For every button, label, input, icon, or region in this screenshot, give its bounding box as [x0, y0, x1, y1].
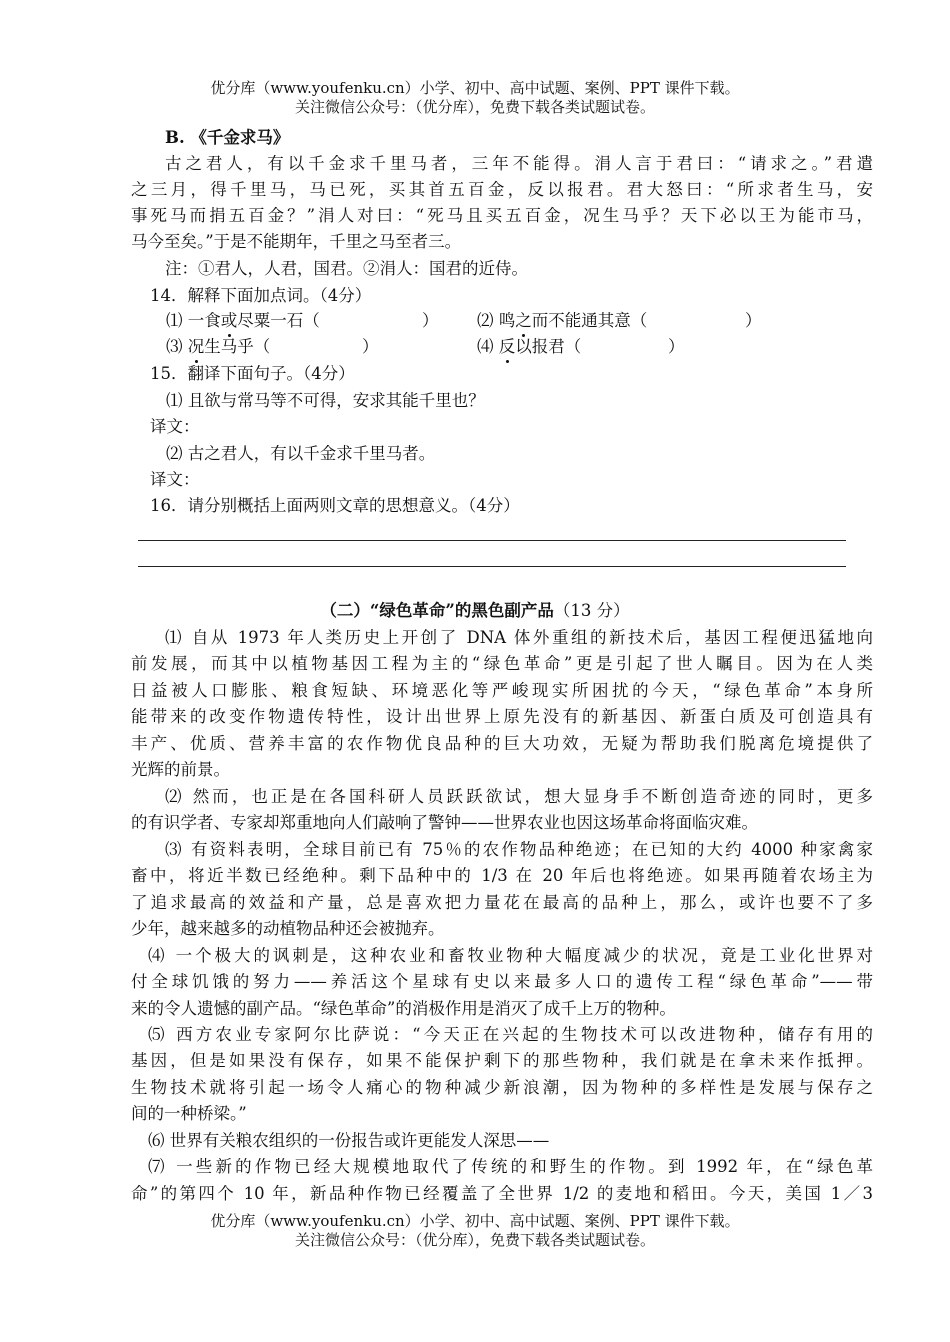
p5-line-2: 基因，但是如果没有保存，如果不能保护剩下的那些物种，我们就是在拿未来作抵押。 — [131, 1051, 873, 1070]
section-2-title — [0, 600, 950, 622]
p5-line-1: ⑸ 西方农业专家阿尔比萨说：“今天正在兴起的生物技术可以改进物种，储存有用的 — [148, 1025, 873, 1044]
q14-item-2-post: 而不能通其意（ — [531, 311, 648, 330]
q14-item-1 — [166, 310, 320, 332]
q14-item-3-pre: ⑶ — [166, 337, 188, 356]
p1-line-5: 丰产、优质、营养丰富的农作物优良品种的巨大功效，无疑为帮助我们脱离危境提供了 — [131, 734, 873, 753]
q14-item-3-close: ） — [362, 337, 379, 356]
passage-b-line-2: 之三月，得千里马，马已死，买其首五百金，反以报君。君大怒曰：“所求者生马，安 — [131, 180, 873, 199]
p6-line-1: ⑹ 世界有关粮农组织的一份报告或许更能发人深思—— — [148, 1131, 550, 1150]
p2-line-2: 的有识学者、专家却郑重地向人们敲响了警钟——世界农业也因这场革命将面临灾难。 — [131, 813, 758, 832]
q14-item-4 — [477, 336, 581, 358]
p7-line-1: ⑺ 一些新的作物已经大规模地取代了传统的和野生的作物。到 1992 年，在“绿色革 — [148, 1157, 873, 1176]
q15-translation-label-1: 译文： — [150, 417, 200, 436]
passage-b-line-4: 马今至矣。”于是不能期年，千里之马至者三。 — [131, 232, 462, 251]
p2-line-1: ⑵ 然而，也正是在各国科研人员跃跃欲试，想大显身手不断创造奇迹的同时，更多 — [165, 787, 873, 806]
p5-line-4: 间的一种桥梁。” — [131, 1104, 247, 1123]
passage-b-line-3: 事死马而捐五百金？”涓人对曰：“死马且买五百金，况生马乎？天下必以王为能市马， — [131, 206, 873, 225]
p1-line-2: 前发展，而其中以植物基因工程为主的“绿色革命”更是引起了世人瞩目。因为在人类 — [131, 654, 873, 673]
q14-item-2-dotted-word: 之 — [515, 311, 532, 330]
header-line-2: 关注微信公众号：（优分库），免费下载各类试题试卷。 — [294, 98, 655, 116]
q14-item-4-post: 以报君（ — [515, 337, 582, 356]
section-2-score: （13 分） — [553, 601, 630, 620]
p7-line-2: 命”的第四个 10 年，新品种作物已经覆盖了全世界 1/2 的麦地和稻田。今天，美国 1／3 — [131, 1184, 873, 1203]
footer-line-2: 关注微信公众号：（优分库），免费下载各类试题试卷。 — [294, 1231, 655, 1249]
p1-line-1: ⑴ 自从 1973 年人类历史上开创了 DNA 体外重组的新技术后，基因工程便迅猛地向 — [165, 628, 873, 647]
q15-sentence-2: ⑵ 古之君人，有以千金求千里马者。 — [166, 444, 436, 463]
q14-item-3-post: 生马乎（ — [204, 337, 271, 356]
q14-item-2 — [477, 310, 647, 332]
p1-line-4: 能带来的改变作物遗传特性，设计出世界上原先没有的新基因、新蛋白质及可创造具有 — [131, 707, 873, 726]
p1-line-6: 光辉的前景。 — [131, 760, 230, 779]
q14-item-4-pre: ⑷ — [477, 337, 499, 356]
q14-item-3 — [166, 336, 270, 358]
passage-b-title: B. 《千金求马》 — [165, 128, 290, 147]
p3-line-1: ⑶ 有资料表明，全球目前已有 75％的农作物品种绝迹；在已知的大约 4000 种家禽家 — [165, 840, 873, 859]
p4-line-2: 付全球饥饿的努力——养活这个星球有史以来最多人口的遗传工程“绿色革命”——带 — [131, 972, 873, 991]
q15-translation-label-2: 译文： — [150, 470, 200, 489]
p3-line-3: 了追求最高的效益和产量，总是喜欢把力量花在最高的品种上，那么，或许也要不了多 — [131, 893, 873, 912]
p4-line-1: ⑷ 一个极大的讽刺是，这种农业和畜牧业物种大幅度减少的状况，竟是工业化世界对 — [148, 946, 873, 965]
q14-item-4-close: ） — [668, 337, 685, 356]
q14-item-2-close: ） — [745, 311, 762, 330]
q14-item-4-dotted-word: 反 — [498, 337, 516, 356]
q16-stem: 16．请分别概括上面两则文章的思想意义。（4分） — [150, 496, 520, 515]
q14-item-2-pre: ⑵ 鸣 — [477, 311, 516, 330]
p3-line-4: 少年，越来越多的动植物品种还会被抛弃。 — [131, 919, 445, 938]
passage-b-note: 注：①君人，人君，国君。②涓人：国君的近侍。 — [165, 259, 528, 278]
passage-b-line-1: 古之君人，有以千金求千里马者，三年不能得。涓人言于君曰：“请求之。”君遣 — [165, 154, 873, 173]
q14-item-3-dotted-word: 况 — [187, 337, 205, 356]
p5-line-3: 生物技术就将引起一场令人痛心的物种减少新浪潮，因为物种的多样性是发展与保存之 — [131, 1078, 873, 1097]
p4-line-3: 来的令人遗憾的副产品。“绿色革命”的消极作用是消灭了成千上万的物种。 — [131, 999, 676, 1018]
q14-stem: 14．解释下面加点词。（4分） — [150, 286, 372, 305]
q14-item-1-close: ） — [422, 311, 439, 330]
section-2-title-text: （二）“绿色革命”的黑色副产品 — [320, 601, 554, 620]
p3-line-2: 畜中，将近半数已经绝种。剩下品种中的 1/3 在 20 年后也将绝迹。如果再随着农场主为 — [131, 866, 873, 885]
header-line-1: 优分库（www.youfenku.cn）小学、初中、高中试题、案例、PPT 课件下载。 — [210, 79, 740, 97]
footer-line-1: 优分库（www.youfenku.cn）小学、初中、高中试题、案例、PPT 课件下载。 — [210, 1212, 740, 1230]
q14-item-1-post: 尽粟一石（ — [237, 311, 320, 330]
q14-item-1-pre: ⑴ 一食 — [166, 311, 221, 330]
answer-line-1 — [138, 540, 846, 541]
answer-line-2 — [138, 566, 846, 567]
q15-stem: 15．翻译下面句子。（4分） — [150, 364, 355, 383]
p1-line-3: 日益被人口膨胀、粮食短缺、环境恶化等严峻现实所困扰的今天，“绿色革命”本身所 — [131, 681, 873, 700]
q14-item-1-dotted-word: 或 — [220, 311, 238, 330]
q15-sentence-1: ⑴ 且欲与常马等不可得，安求其能千里也？ — [166, 391, 485, 410]
